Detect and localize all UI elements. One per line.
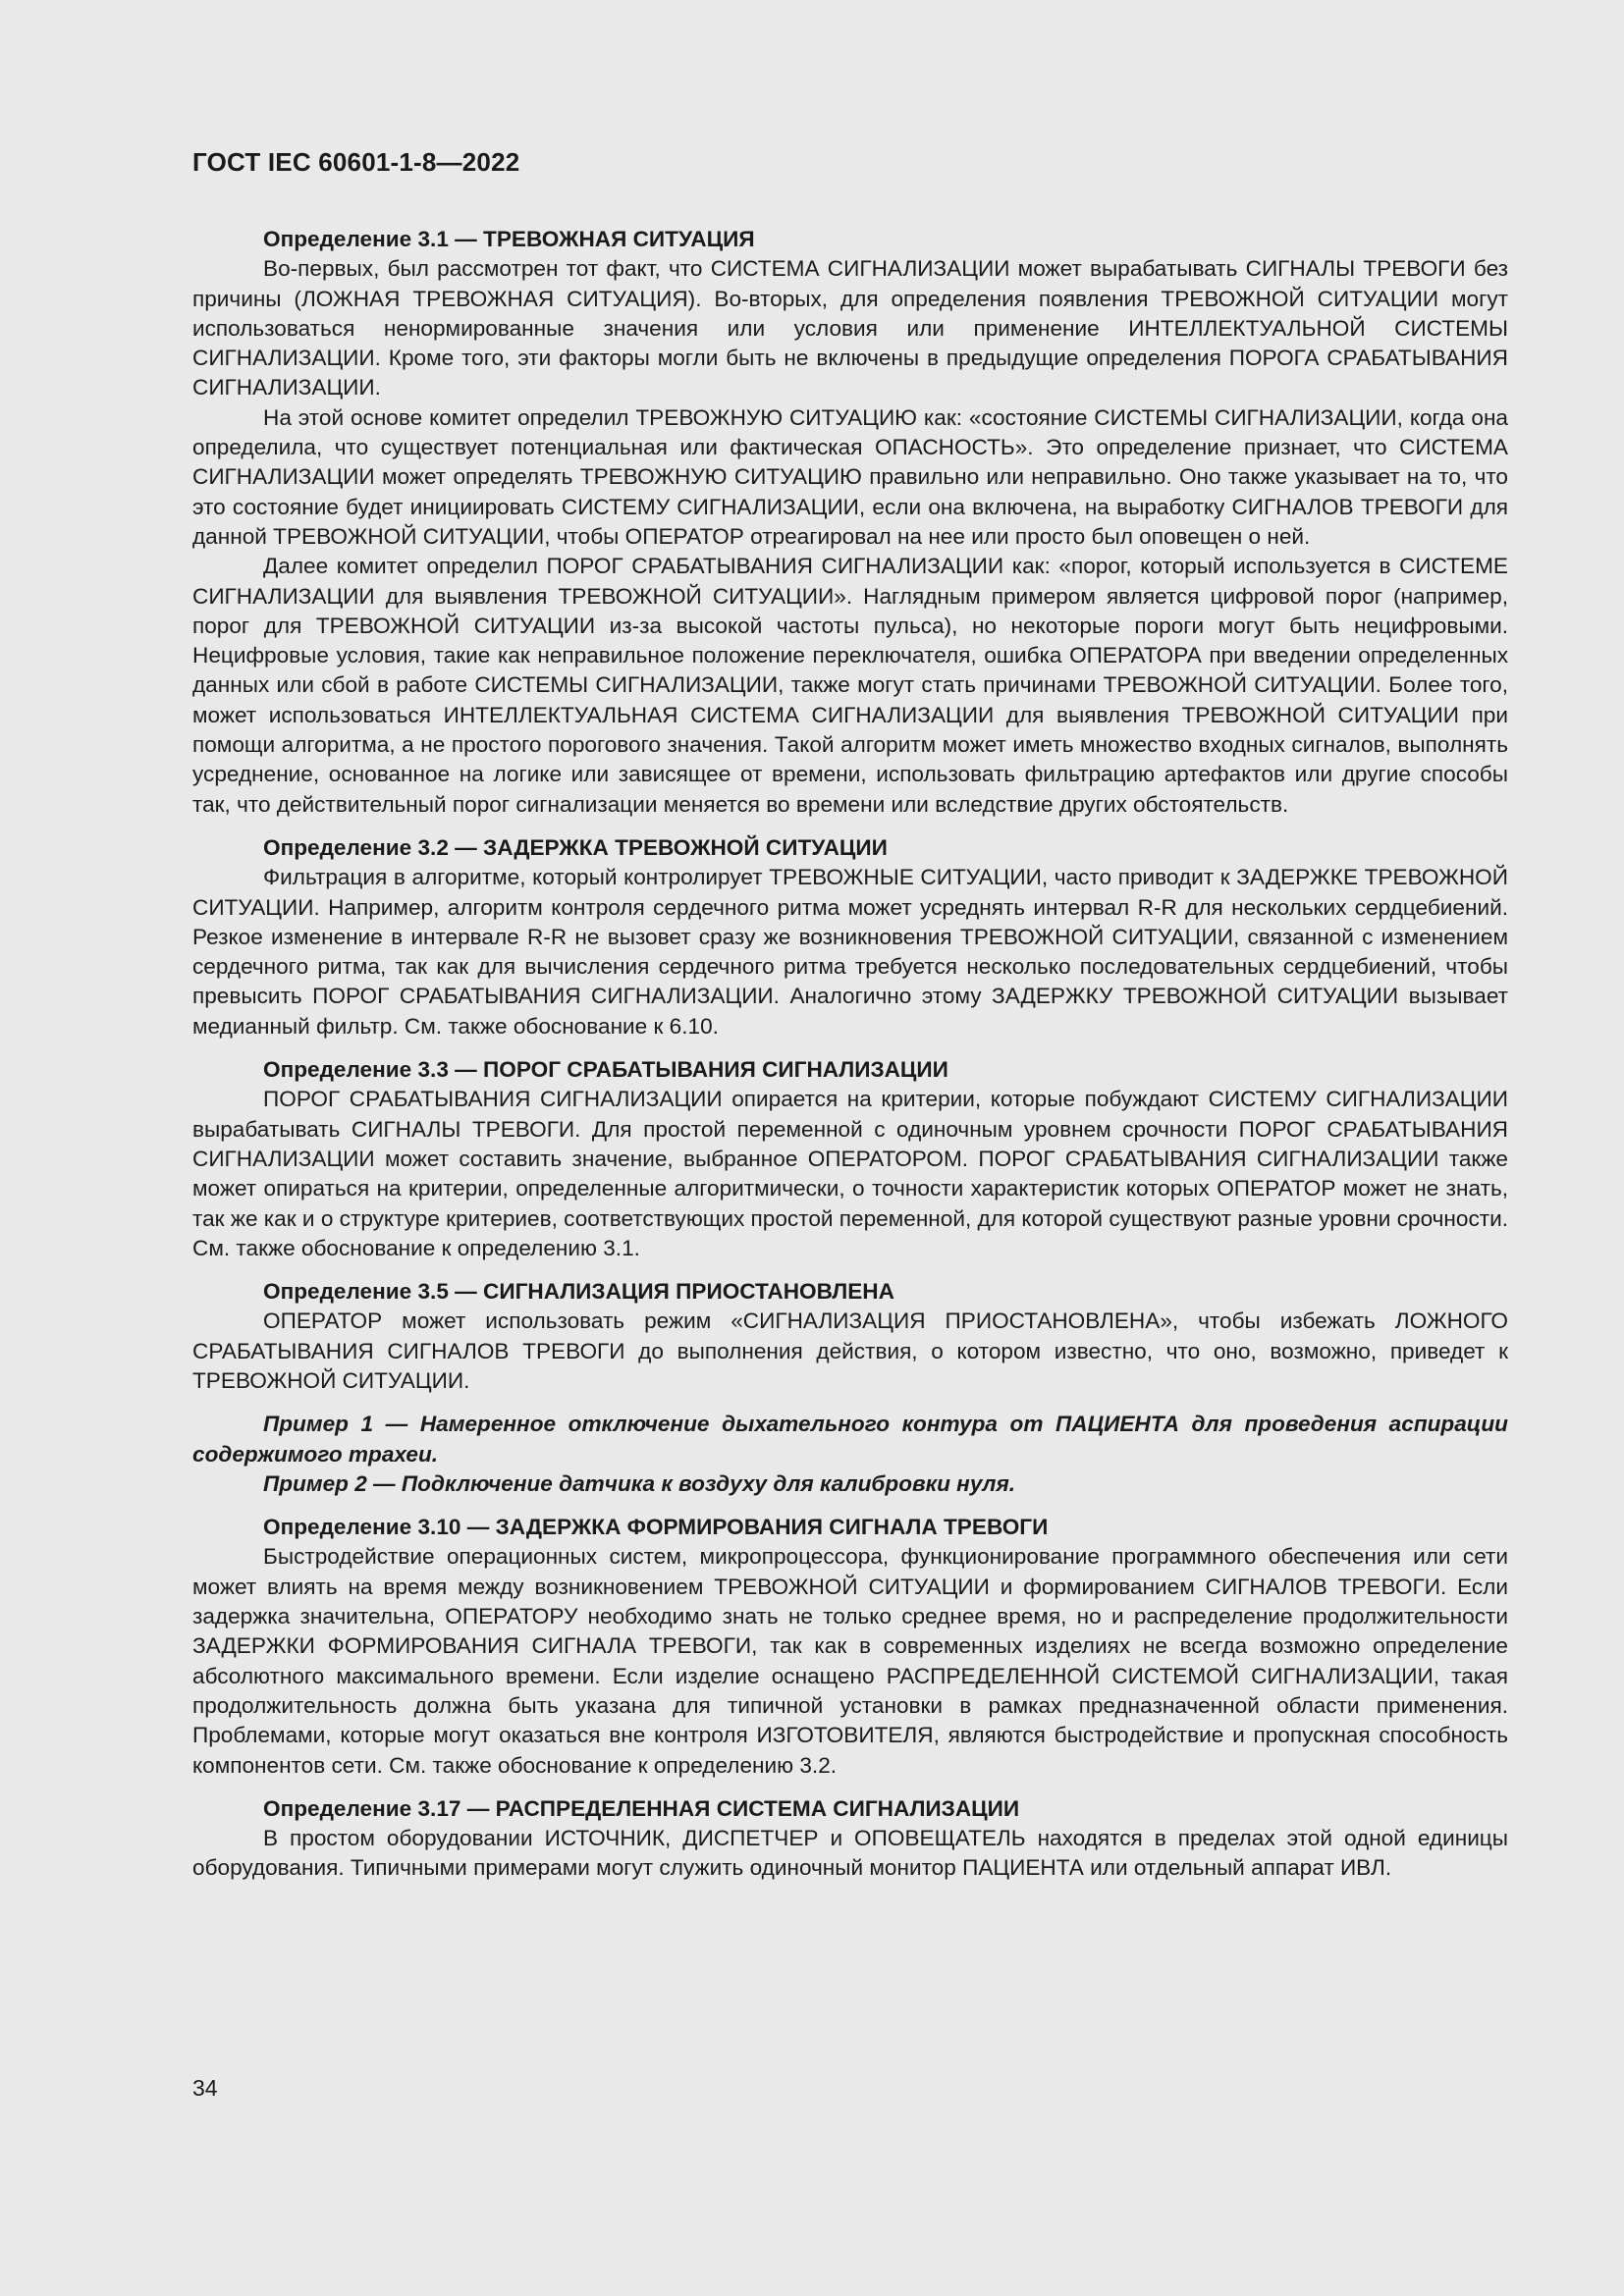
section-definition-3-2 xyxy=(192,833,1508,1041)
section-heading: Определение 3.5 — СИГНАЛИЗАЦИЯ ПРИОСТАНОВЛЕНА xyxy=(263,1279,894,1305)
examples-block xyxy=(192,1410,1508,1499)
paragraph: ПОРОГ СРАБАТЫВАНИЯ СИГНАЛИЗАЦИИ опирается на критерии, которые побуждают СИСТЕМУ СИГНАЛИЗАЦИИ вырабатывать СИГНАЛЫ ТРЕВОГИ. Для простой переменной с одиночным уровнем срочности ПОРОГ СРАБАТЫВАНИЯ СИГНАЛИЗАЦИИ может составить значение, выбранное ОПЕРАТОРОМ. ПОРОГ СРАБАТЫВАНИЯ СИГНАЛИЗАЦИИ также может опираться на критерии, определенные алгоритмически, о точности характеристик которых ОПЕРАТОР может не знать, так же как и о структуре критериев, соответствующих простой переменной, для которой существуют разные уровни срочности. См. также обоснование к определению 3.1. xyxy=(192,1087,1508,1260)
section-definition-3-3 xyxy=(192,1055,1508,1263)
section-definition-3-1 xyxy=(192,225,1508,820)
section-definition-3-17 xyxy=(192,1794,1508,1884)
document-standard-title: ГОСТ IEC 60601-1-8—2022 xyxy=(192,147,520,177)
section-heading: Определение 3.1 — ТРЕВОЖНАЯ СИТУАЦИЯ xyxy=(263,227,755,251)
page-number: 34 xyxy=(192,2075,218,2101)
section-heading: Определение 3.17 — РАСПРЕДЕЛЕННАЯ СИСТЕМА СИГНАЛИЗАЦИИ xyxy=(263,1795,1020,1821)
section-heading: Определение 3.3 — ПОРОГ СРАБАТЫВАНИЯ СИГНАЛИЗАЦИИ xyxy=(263,1057,948,1083)
example-note: Пример 1 — Намеренное отключение дыхательного контура от ПАЦИЕНТА для проведения аспирации содержимого трахеи. xyxy=(192,1412,1508,1467)
example-note: Пример 2 — Подключение датчика к воздуху для калибровки нуля. xyxy=(263,1470,1016,1496)
paragraph: Далее комитет определил ПОРОГ СРАБАТЫВАНИЯ СИГНАЛИЗАЦИИ как: «порог, который используется в СИСТЕМЕ СИГНАЛИЗАЦИИ для выявления ТРЕВОЖНОЙ СИТУАЦИИ». Наглядным примером является цифровой порог (например, порог для ТРЕВОЖНОЙ СИТУАЦИИ из-за высокой частоты пульса), но некоторые пороги могут быть нецифровыми. Нецифровые условия, такие как неправильное положение переключателя, ошибка ОПЕРАТОРА при введении определенных данных или сбой в работе СИСТЕМЫ СИГНАЛИЗАЦИИ, также могут стать причинами ТРЕВОЖНОЙ СИТУАЦИИ. Более того, может использоваться ИНТЕЛЛЕКТУАЛЬНАЯ СИСТЕМА СИГНАЛИЗАЦИИ для выявления ТРЕВОЖНОЙ СИТУАЦИИ при помощи алгоритма, а не простого порогового значения. Такой алгоритм может иметь множество входных сигналов, выполнять усреднение, основанное на логике или зависящее от времени, использовать фильтрацию артефактов или другие способы так, что действительный порог сигнализации меняется во времени или вследствие других обстоятельств. xyxy=(192,554,1508,817)
paragraph: ОПЕРАТОР может использовать режим «СИГНАЛИЗАЦИЯ ПРИОСТАНОВЛЕНА», чтобы избежать ЛОЖНОГО СРАБАТЫВАНИЯ СИГНАЛОВ ТРЕВОГИ до выполнения действия, о котором известно, что оно, возможно, приведет к ТРЕВОЖНОЙ СИТУАЦИИ. xyxy=(192,1308,1508,1393)
paragraph: На этой основе комитет определил ТРЕВОЖНУЮ СИТУАЦИЮ как: «состояние СИСТЕМЫ СИГНАЛИЗАЦИИ, когда она определила, что существует потенциальная или фактическая ОПАСНОСТЬ». Это определение признает, что СИСТЕМА СИГНАЛИЗАЦИИ может определять ТРЕВОЖНУЮ СИТУАЦИЮ правильно или неправильно. Оно также указывает на то, что это состояние будет инициировать СИСТЕМУ СИГНАЛИЗАЦИИ, если она включена, на выработку СИГНАЛОВ ТРЕВОГИ для данной ТРЕВОЖНОЙ СИТУАЦИИ, чтобы ОПЕРАТОР отреагировал на нее или просто был оповещен о ней. xyxy=(192,404,1508,549)
paragraph: В простом оборудовании ИСТОЧНИК, ДИСПЕТЧЕР и ОПОВЕЩАТЕЛЬ находятся в пределах этой одной единицы оборудования. Типичными примерами могут служить одиночный монитор ПАЦИЕНТА или отдельный аппарат ИВЛ. xyxy=(192,1826,1508,1881)
paragraph: Во-первых, был рассмотрен тот факт, что СИСТЕМА СИГНАЛИЗАЦИИ может вырабатывать СИГНАЛЫ ТРЕВОГИ без причины (ЛОЖНАЯ ТРЕВОЖНАЯ СИТУАЦИЯ). Во-вторых, для определения появления ТРЕВОЖНОЙ СИТУАЦИИ могут использоваться ненормированные значения или условия или применение ИНТЕЛЛЕКТУАЛЬНОЙ СИСТЕМЫ СИГНАЛИЗАЦИИ. Кроме того, эти факторы могли быть не включены в предыдущие определения ПОРОГА СРАБАТЫВАНИЯ СИГНАЛИЗАЦИИ. xyxy=(192,256,1508,400)
section-heading: Определение 3.10 — ЗАДЕРЖКА ФОРМИРОВАНИЯ СИГНАЛА ТРЕВОГИ xyxy=(263,1515,1049,1540)
section-definition-3-5 xyxy=(192,1277,1508,1396)
paragraph: Быстродействие операционных систем, микропроцессора, функционирование программного обеспечения или сети может влиять на время между возникновением ТРЕВОЖНОЙ СИТУАЦИИ и формированием СИГНАЛОВ ТРЕВОГИ. Если задержка значительна, ОПЕРАТОРУ необходимо знать не только среднее время, но и распределение продолжительности ЗАДЕРЖКИ ФОРМИРОВАНИЯ СИГНАЛА ТРЕВОГИ, так как в современных изделиях не всегда возможно определение абсолютного максимального времени. Если изделие оснащено РАСПРЕДЕЛЕННОЙ СИСТЕМОЙ СИГНАЛИЗАЦИИ, такая продолжительность должна быть указана для типичной установки в рамках предназначенной области применения. Проблемами, которые могут оказаться вне контроля ИЗГОТОВИТЕЛЯ, являются быстродействие и пропускная способность компонентов сети. См. также обоснование к определению 3.2. xyxy=(192,1544,1508,1778)
document-body xyxy=(192,225,1508,1897)
paragraph: Фильтрация в алгоритме, который контролирует ТРЕВОЖНЫЕ СИТУАЦИИ, часто приводит к ЗАДЕРЖКЕ ТРЕВОЖНОЙ СИТУАЦИИ. Например, алгоритм контроля сердечного ритма может усреднять интервал R-R для нескольких сердцебиений. Резкое изменение в интервале R-R не вызовет сразу же возникновения ТРЕВОЖНОЙ СИТУАЦИИ, связанной с изменением сердечного ритма, так как для вычисления сердечного ритма требуется несколько последовательных сердцебиений, чтобы превысить ПОРОГ СРАБАТЫВАНИЯ СИГНАЛИЗАЦИИ. Аналогично этому ЗАДЕРЖКУ ТРЕВОЖНОЙ СИТУАЦИИ вызывает медианный фильтр. См. также обоснование к 6.10. xyxy=(192,865,1508,1039)
section-definition-3-10 xyxy=(192,1513,1508,1781)
section-heading: Определение 3.2 — ЗАДЕРЖКА ТРЕВОЖНОЙ СИТУАЦИИ xyxy=(263,834,888,860)
